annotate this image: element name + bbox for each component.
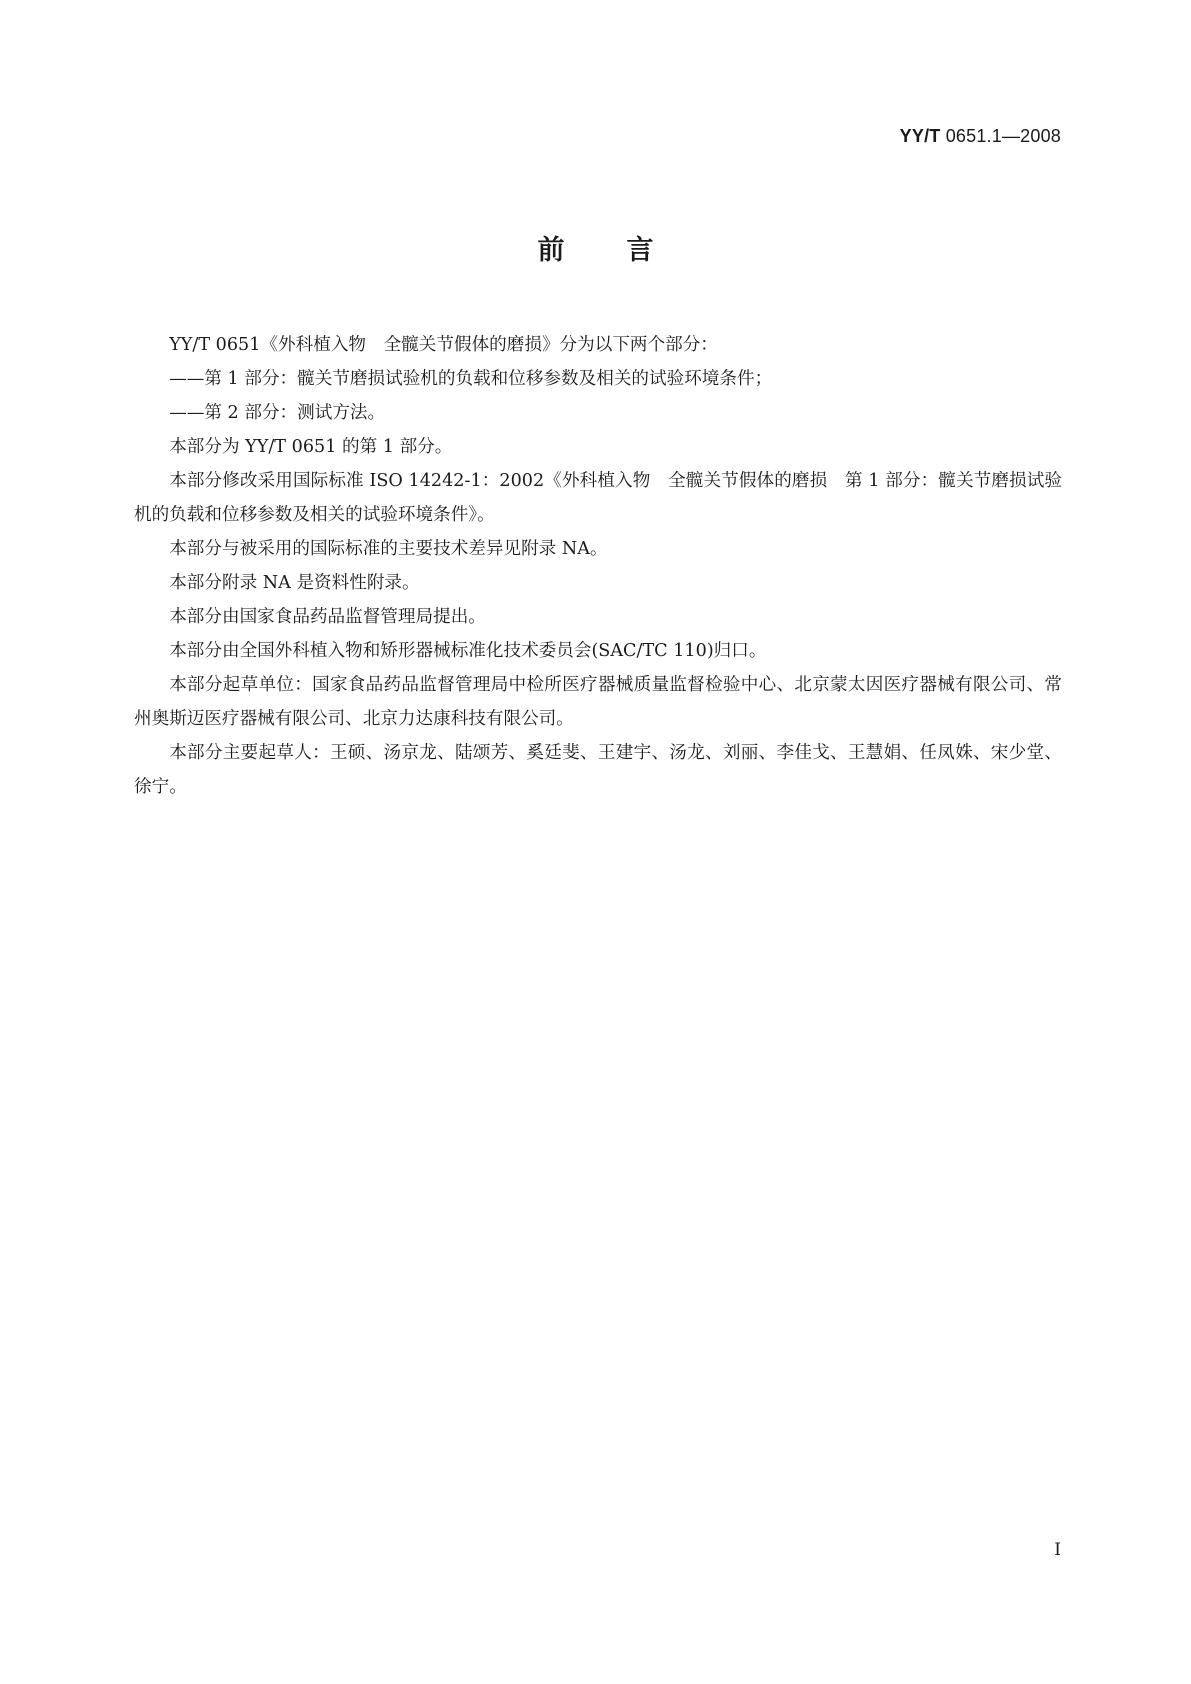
paragraph-adoption: 本部分修改采用国际标准 ISO 14242-1：2002《外科植入物 全髋关节假体的磨损 第 1 部分：髋关节磨损试验机的负载和位移参数及相关的试验环境条件》。 <box>134 471 1062 525</box>
standard-code <box>900 126 1061 147</box>
paragraph-committee: 本部分由全国外科植入物和矫形器械标准化技术委员会(SAC/TC 110)归口。 <box>169 641 767 661</box>
standard-code-prefix: YY/T <box>899 126 941 146</box>
paragraph-annex: 本部分附录 NA 是资料性附录。 <box>169 573 420 593</box>
paragraph-drafters: 本部分主要起草人：王硕、汤京龙、陆颂芳、奚廷斐、王建宇、汤龙、刘丽、李佳戈、王慧娟、任凤姝、宋少堂、徐宁。 <box>134 743 1062 797</box>
document-body <box>134 328 1062 804</box>
paragraph-differences: 本部分与被采用的国际标准的主要技术差异见附录 NA。 <box>169 539 608 559</box>
page-title: 前言 <box>537 235 716 266</box>
paragraph-proposer: 本部分由国家食品药品监督管理局提出。 <box>169 607 486 627</box>
standard-code-number: 0651.1—2008 <box>945 126 1061 146</box>
list-item-part-2: ——第 2 部分：测试方法。 <box>169 403 386 423</box>
paragraph-intro: YY/T 0651《外科植入物 全髋关节假体的磨损》分为以下两个部分： <box>169 335 718 355</box>
paragraph-drafting-units: 本部分起草单位：国家食品药品监督管理局中检所医疗器械质量监督检验中心、北京蒙太因医疗器械有限公司、常州奥斯迈医疗器械有限公司、北京力达康科技有限公司。 <box>134 675 1062 729</box>
paragraph-scope: 本部分为 YY/T 0651 的第 1 部分。 <box>169 437 453 457</box>
page-number: I <box>1054 1540 1061 1560</box>
list-item-part-1: ——第 1 部分：髋关节磨损试验机的负载和位移参数及相关的试验环境条件； <box>169 369 773 389</box>
